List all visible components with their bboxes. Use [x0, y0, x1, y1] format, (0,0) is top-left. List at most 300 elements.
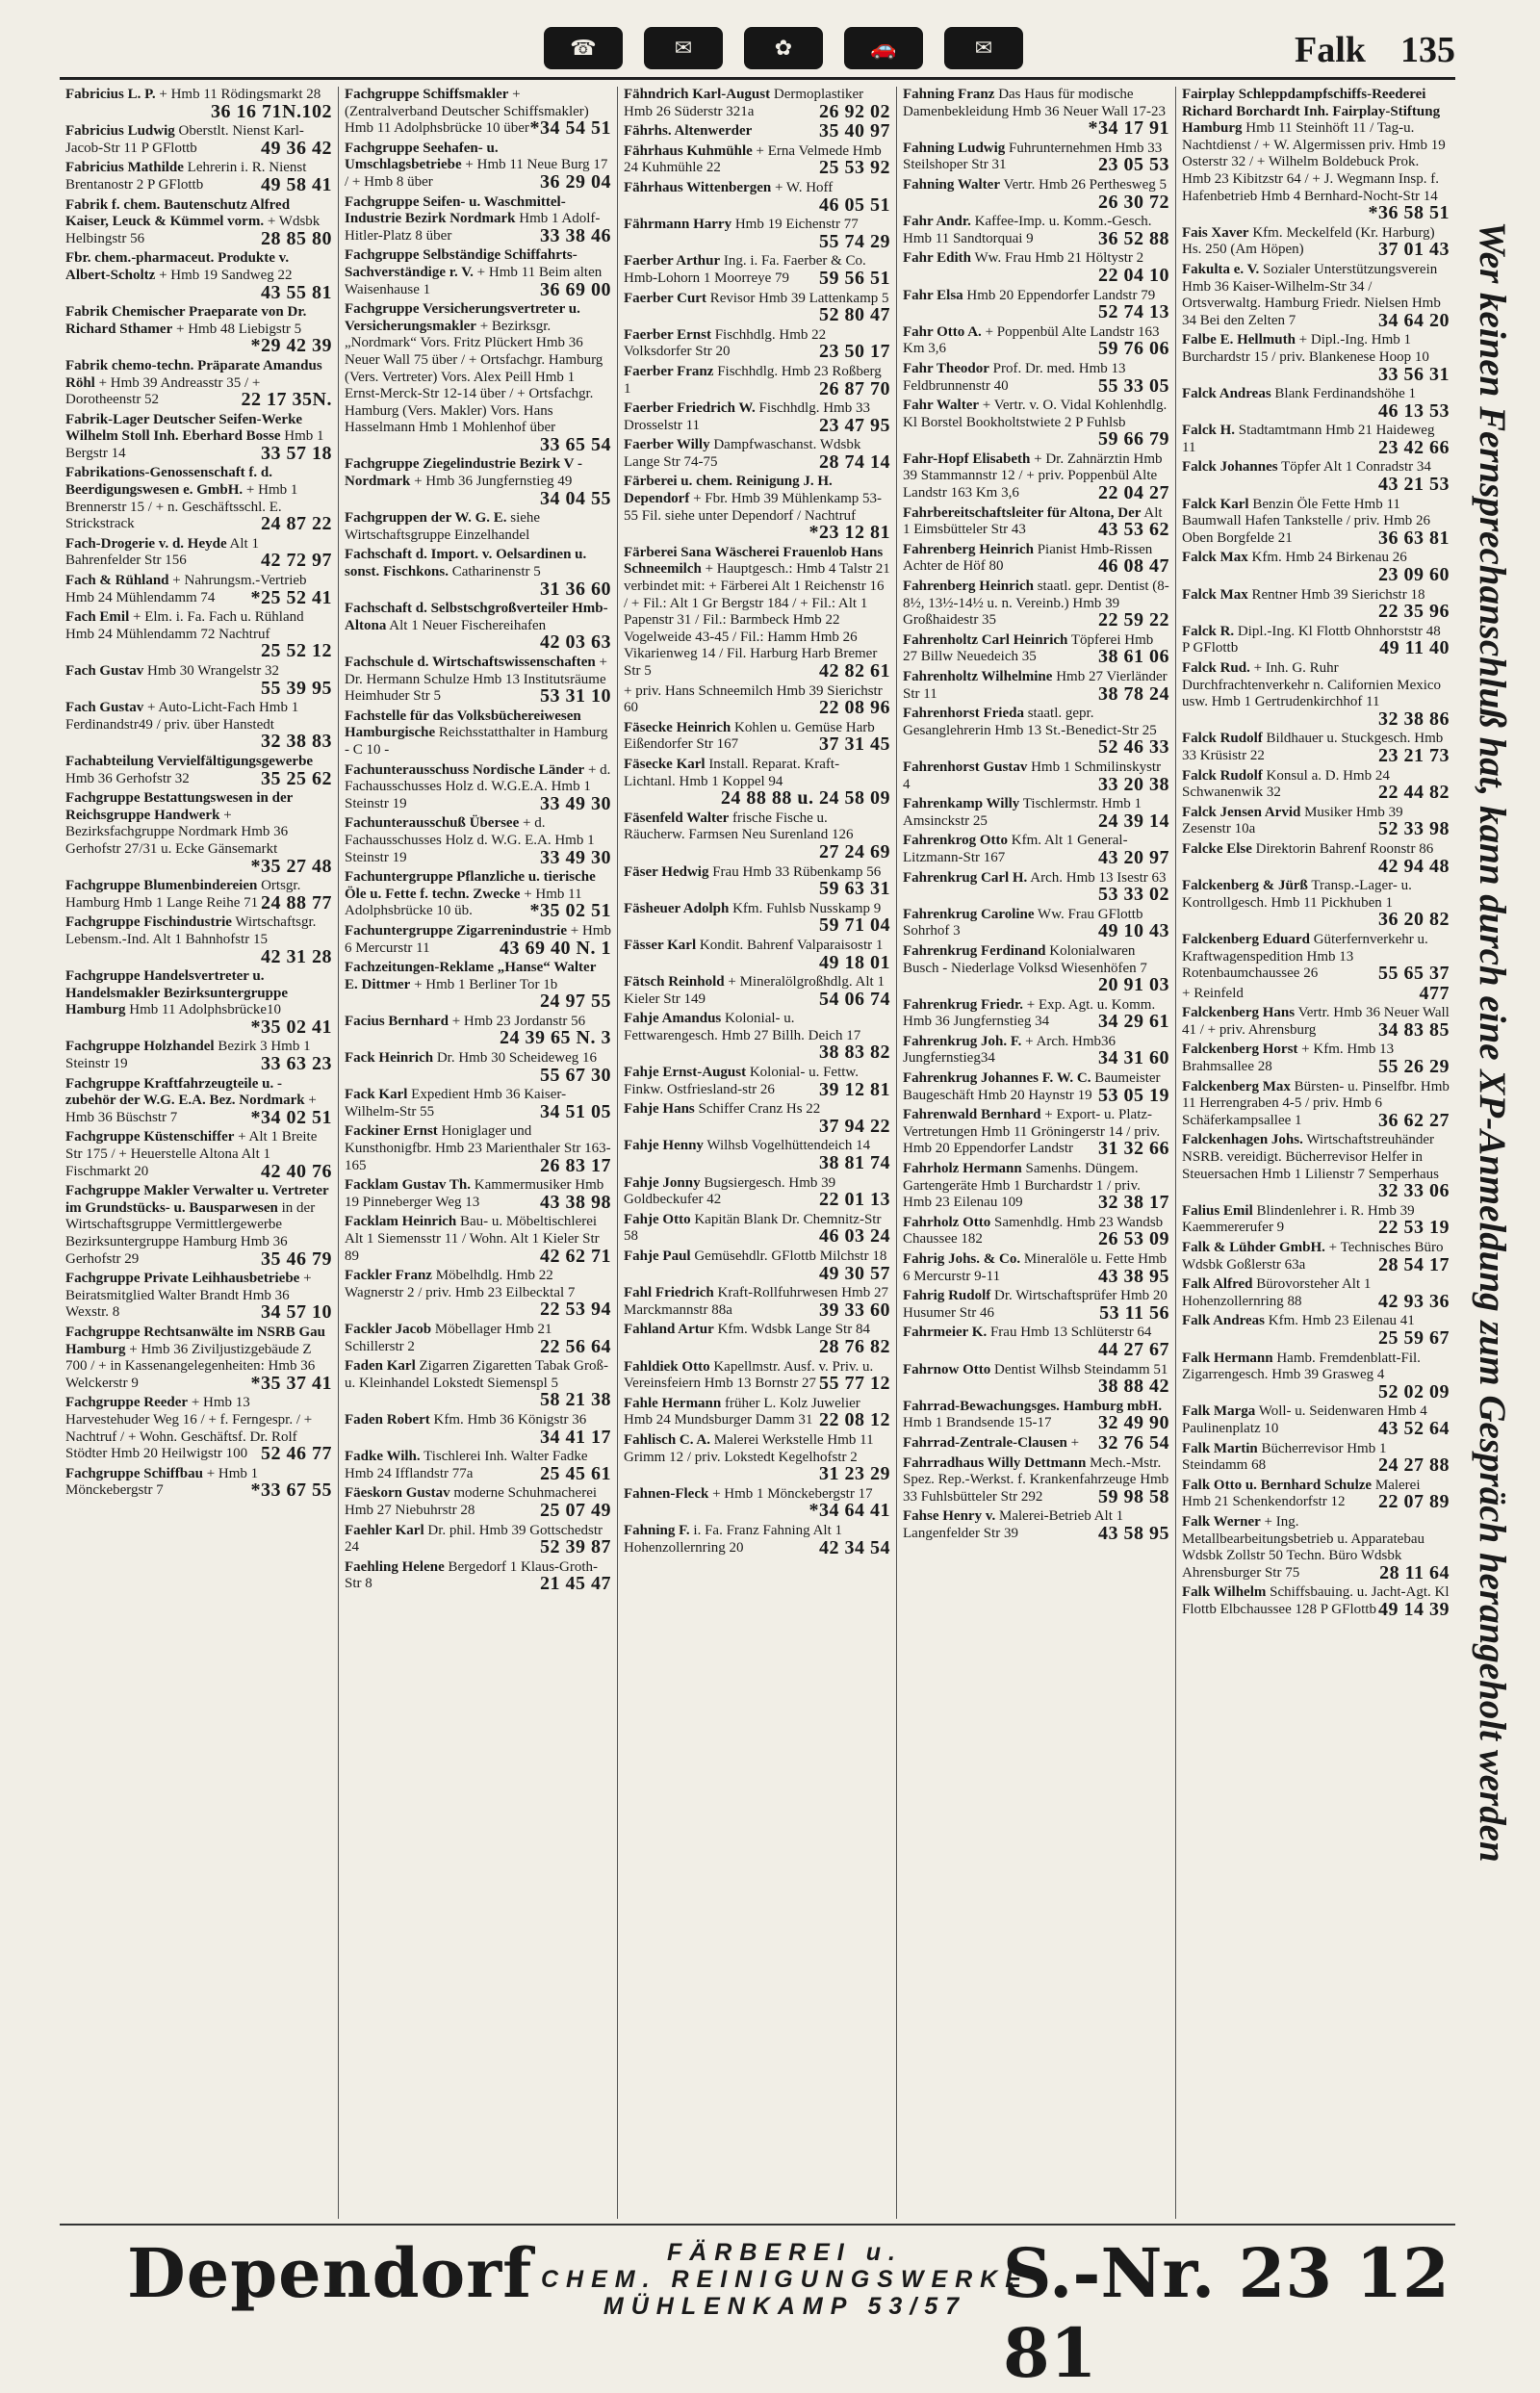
entry-details: Kondit. Bahrenf Valparaisostr 1: [699, 937, 884, 953]
entry-phone-number: 39 33 60: [819, 1299, 890, 1321]
entry-name: Fahning Ludwig: [903, 140, 1006, 156]
entry-phone-number: 26 83 17: [540, 1154, 611, 1176]
directory-entry: [624, 901, 890, 935]
entry-phone-number: 23 09 60: [1378, 564, 1450, 586]
entry-phone-number: 53 05 19: [1098, 1084, 1169, 1106]
entry-name: Fahr Otto A.: [903, 323, 982, 340]
directory-entry: [65, 754, 332, 787]
entry-phone-number: 34 57 10: [261, 1301, 332, 1324]
entry-details: + Hmb 11 Adolphsbrücke 10 üb.: [345, 886, 582, 919]
directory-entry: [65, 304, 332, 355]
entry-name: Fachschaft d. Selbstschgroßverteiler Hmb-Altona: [345, 601, 608, 633]
entry-details: Wilhsb Vogelhüttendeich 14: [706, 1138, 871, 1154]
entry-name: Fachgruppe Fischindustrie: [65, 914, 232, 931]
entry-name: Fabrik Chemischer Praeparate von Dr. Richard Sthamer: [65, 304, 307, 337]
entry-phone-number: 52 02 09: [1378, 1380, 1450, 1402]
entry-name: Falck Andreas: [1182, 386, 1271, 402]
ad-line-3: MÜHLENKAMP 53/57: [603, 2293, 967, 2320]
entry-phone-number: 42 62 71: [540, 1245, 611, 1267]
entry-phone-number: 31 23 29: [819, 1463, 890, 1485]
directory-entry: [624, 1248, 890, 1282]
entry-name: Fahldiek Otto: [624, 1358, 710, 1375]
entry-phone-number: 42 94 48: [1378, 855, 1450, 877]
entry-details: Rentner Hmb 39 Sierichstr 18: [1251, 586, 1425, 603]
entry-phone-number: 53 31 10: [540, 685, 611, 708]
entry-phone-number: 42 34 54: [819, 1536, 890, 1558]
entry-name: Fahrenkrug Johannes F. W. C.: [903, 1070, 1091, 1087]
entry-details: Kolonial- u. Fettwarengesch. Hmb 27 Billh. Deich 17: [624, 1011, 861, 1043]
entry-phone-number: 52 39 87: [540, 1536, 611, 1558]
entry-details: Bürsten- u. Pinselfbr. Hmb 11 Herrengraben 4-5 / priv. Hmb 6 Schäferkampsallee 1: [1182, 1078, 1450, 1128]
entry-phone-number: 37 94 22: [819, 1115, 890, 1137]
directory-entry: [345, 1412, 611, 1446]
entry-name: Fahje Hans: [624, 1101, 695, 1118]
directory-entry: [903, 907, 1169, 940]
entry-details: Kohlen u. Gemüse Harb Eißendorfer Str 167: [624, 719, 875, 753]
entry-phone-number: 39 12 81: [819, 1078, 890, 1100]
entry-name: Fahrenkrug Ferdinand: [903, 942, 1046, 959]
entry-name: Fahning Walter: [903, 176, 1000, 193]
entry-phone-number: *35 37 41: [250, 1372, 332, 1394]
entry-details: Kfm. Wdsbk Lange Str 84: [717, 1322, 870, 1338]
entry-phone-number: 38 61 06: [1098, 646, 1169, 668]
directory-entry: [903, 505, 1169, 539]
entry-details: i. Fa. Franz Fahning Alt 1 Hohenzollernring 20: [624, 1522, 842, 1556]
directory-entry: [1182, 1132, 1450, 1202]
entry-details: Blank Ferdinandshöhe 1: [1274, 386, 1417, 402]
entry-phone-number: 22 53 94: [540, 1299, 611, 1321]
directory-entry: [65, 1039, 332, 1075]
directory-entry: [903, 632, 1169, 666]
ad-line-2: CHEM. REINIGUNGSWERKE: [541, 2266, 1029, 2293]
entry-details: Ortsgr. Hamburg Hmb 1 Lange Reihe 71: [65, 878, 301, 911]
directory-entry: [65, 790, 332, 875]
directory-columns: [60, 87, 1455, 2219]
entry-details: + Technisches Büro Wdsbk Goßlerstr 63a: [1182, 1240, 1444, 1273]
entry-name: Färberei u. chem. Reinigung J. H. Dependorf: [624, 474, 833, 507]
directory-entry: [903, 1215, 1169, 1248]
directory-entry: [624, 1065, 890, 1098]
entry-name: Fabricius L. P.: [65, 87, 156, 102]
entry-phone-number: 22 17 35N.: [241, 389, 332, 411]
entry-name: Falk Andreas: [1182, 1313, 1265, 1329]
entry-details: Prof. Dr. med. Hmb 13 Feldbrunnenstr 40: [903, 360, 1126, 394]
directory-entry: [903, 141, 1169, 174]
directory-entry: [65, 250, 332, 301]
entry-name: Fach Gustav: [65, 663, 144, 679]
entry-details: + Hmb 23 Jordanstr 56: [451, 1013, 586, 1029]
entry-phone-number: 52 46 77: [261, 1443, 332, 1465]
entry-phone-number: 24 88 88 u. 24 58 09: [720, 787, 890, 810]
entry-phone-number: 37 01 43: [1378, 239, 1450, 261]
entry-details: früher L. Kolz Juwelier Hmb 24 Mundsburger Damm 31: [624, 1395, 860, 1428]
entry-details: Bildhauer u. Stuckgesch. Hmb 33 Krüsistr 22: [1182, 731, 1444, 763]
entry-details: frische Fische u. Räucherw. Farmsen Neu Surenland 126: [624, 810, 854, 843]
entry-name: Färberei Sana Wäscherei Frauenlob Hans Schneemilch: [624, 544, 884, 578]
directory-entry: [624, 400, 890, 434]
entry-details: Woll- u. Seidenwaren Hmb 4 Paulinenplatz 10: [1182, 1403, 1427, 1436]
directory-entry: [903, 1070, 1169, 1104]
entry-phone-number: 25 07 49: [540, 1499, 611, 1521]
entry-details: Malerei-Betrieb Alt 1 Langenfelder Str 39: [903, 1508, 1124, 1541]
entry-phone-number: 59 76 06: [1098, 338, 1169, 360]
directory-entry: [1182, 731, 1450, 764]
entry-name: Fachgruppe Seehafen- u. Umschlagsbetriebe: [345, 140, 499, 173]
entry-phone-number: 35 46 79: [261, 1248, 332, 1270]
entry-phone-number: 22 53 19: [1378, 1217, 1450, 1239]
entry-details: Revisor Hmb 39 Lattenkamp 5: [709, 290, 889, 306]
emblem-icon: ✿: [744, 27, 823, 69]
entry-details: + Ing. Metallbearbeitungsbetrieb u. Apparatebau Wdsbk Zollstr 50 Techn. Büro Wdsbk Ahrensburger Str 75: [1182, 1513, 1424, 1581]
directory-entry: [345, 301, 611, 453]
entry-details: Sozialer Unterstützungsverein Hmb 36 Kaiser-Wilhelm-Str 34 / Ortsverwaltg. Hamburg Friedr. Nielsen Hmb 34 Bei den Zelten 7: [1182, 261, 1441, 328]
entry-details: Hmb 20 Eppendorfer Landstr 79: [966, 287, 1156, 303]
entry-phone-number: 55 65 37: [1378, 963, 1450, 985]
entry-phone-number: 36 69 00: [540, 278, 611, 300]
entry-phone-number: 42 93 36: [1378, 1290, 1450, 1312]
entry-phone-number: 49 14 39: [1378, 1598, 1450, 1620]
entry-phone-number: 22 08 96: [819, 697, 890, 719]
entry-phone-number: 27 24 69: [819, 840, 890, 862]
directory-entry: [1182, 1005, 1450, 1039]
entry-details: Kaffee-Imp. u. Komm.-Gesch. Hmb 11 Sandtorquai 9: [903, 214, 1152, 246]
directory-entry: [1182, 878, 1450, 929]
entry-details: + Export- u. Platz-Vertretungen Hmb 11 Gröningerstr 14 / priv. Hmb 20 Eppendorfer Landstr: [903, 1107, 1161, 1157]
entry-phone-number: *35 02 51: [529, 900, 611, 922]
entry-details: + Hmb 36 Ziviljustizgebäude Z 700 / + in Kassenangelegenheiten: Hmb 36 Welckerstr 9: [65, 1341, 316, 1391]
entry-name: Fachzeitungen-Reklame „Hanse“ Walter E. Dittmer: [345, 960, 597, 992]
entry-details: Malerei Werkstelle Hmb 11 Grimm 12 / priv. Lokstedt Kegelhofstr 2: [624, 1431, 874, 1465]
entry-phone-number: 26 30 72: [1098, 191, 1169, 213]
entry-details: Arch. Hmb 13 Isestr 63: [1030, 869, 1167, 886]
entry-details: + Hmb 13 Harvestehuder Weg 16 / + f. Ferngespr. / + Nachtruf / + Wohn. Geschäftsf. Dr. Rolf Stödter Hmb 20 Heilwigstr 100: [65, 1395, 313, 1462]
entry-details: + Hmb 11 Rödingsmarkt 28: [159, 87, 321, 102]
directory-entry: [624, 253, 890, 287]
entry-details: Fuhrunternehmen Hmb 33 Steilshoper Str 31: [903, 140, 1163, 173]
entry-details: + priv. Hans Schneemilch Hmb 39 Sierichstr 60: [624, 682, 883, 716]
entry-name: Fachgruppe Kraftfahrzeugteile u. -zubehör der W.G. E.A. Bez. Nordmark: [65, 1075, 305, 1109]
entry-name: Fahrrad-Bewachungsges. Hamburg mbH.: [903, 1398, 1163, 1414]
entry-details: Alt 1 Bahrenfelder Str 156: [65, 535, 259, 569]
entry-name: Facius Bernhard: [345, 1013, 449, 1029]
directory-entry: [624, 864, 890, 898]
entry-phone-number: 20 91 03: [1098, 974, 1169, 996]
entry-name: Falck H.: [1182, 423, 1235, 439]
entry-phone-number: 31 32 66: [1098, 1138, 1169, 1160]
directory-entry: [65, 1129, 332, 1180]
directory-entry: [624, 1138, 890, 1174]
directory-entry: [1182, 1403, 1450, 1437]
entry-phone-number: 59 71 04: [819, 914, 890, 937]
directory-entry: [1182, 459, 1450, 496]
ad-logo: Dependorf: [127, 2233, 533, 2313]
directory-entry: [903, 288, 1169, 322]
directory-entry: [345, 1523, 611, 1557]
entry-details: Dermoplastiker Hmb 26 Süderstr 321a: [624, 87, 864, 119]
entry-details: + Inh. G. Ruhr Durchfrachtenverkehr n. Californien Mexico usw. Hmb 1 Gertrudenkirchhof 11: [1182, 660, 1442, 710]
directory-entry: [1182, 1351, 1450, 1402]
directory-entry: [65, 465, 332, 535]
entry-name: Falbe E. Hellmuth: [1182, 332, 1296, 348]
entry-phone-number: *25 52 41: [250, 586, 332, 608]
entry-details: Kfm. Hmb 23 Eilenau 41: [1268, 1313, 1415, 1329]
directory-entry: [345, 141, 611, 192]
entry-details: Honiglager und Kunsthonigfbr. Hmb 23 Marienthaler Str 163-165: [345, 1123, 611, 1173]
directory-entry: [65, 573, 332, 606]
directory-entry: [903, 398, 1169, 449]
directory-entry: [345, 1485, 611, 1519]
entry-details: Hmb 30 Wrangelstr 32: [147, 663, 280, 679]
directory-entry: [903, 669, 1169, 703]
entry-details: Wirtschaftsgr. Lebensm.-Ind. Alt 1 Bahnhofstr 15: [65, 914, 317, 947]
column-1: [60, 87, 339, 2219]
entry-name: Fachunterausschuß Übersee: [345, 815, 520, 832]
entry-phone-number: 26 53 09: [1098, 1228, 1169, 1250]
entry-name: Faerber Arthur: [624, 253, 721, 270]
entry-details: Kfm. Hmb 24 Birkenau 26: [1251, 550, 1407, 566]
directory-entry: [624, 757, 890, 808]
directory-entry: [345, 87, 611, 138]
entry-details: Expedient Hmb 36 Kaiser-Wilhelm-Str 55: [345, 1087, 567, 1119]
entry-name: Falck R.: [1182, 623, 1235, 639]
entry-name: Falck Rudolf: [1182, 767, 1263, 784]
directory-entry: [1182, 1584, 1450, 1618]
entry-name: Falck Max: [1182, 550, 1248, 566]
directory-entry: [1182, 624, 1450, 657]
entry-name: Fahrenwald Bernhard: [903, 1107, 1041, 1123]
entry-phone-number: *23 12 81: [808, 522, 890, 544]
entry-details: Hmb 11 Steinhöft 11 / Tag-u. Nachtdienst / + W. Algermissen priv. Hmb 19 Osterstr 32 / + Wilhelm Boldebuck Prok. Hmb 23 Kibitzstr 64 / + J. Wegmann Insp. f. Hafenbetrieb Hmb 4 Bernhard-Nocht-Str 14: [1182, 120, 1446, 204]
entry-phone-number: 24 97 55: [540, 991, 611, 1013]
entry-name: Fachunterausschuss Nordische Länder: [345, 761, 585, 778]
entry-name: Fässer Karl: [624, 937, 697, 953]
directory-entry: [345, 456, 611, 507]
entry-phone-number: 49 11 40: [1379, 637, 1450, 659]
entry-details: Dampfwaschanst. Wdsbk Lange Str 74-75: [624, 437, 861, 470]
entry-name: Falckenberg & Jürß: [1182, 878, 1308, 894]
entry-phone-number: 32 76 54: [1098, 1431, 1169, 1454]
entry-name: Fahle Hermann: [624, 1395, 722, 1411]
entry-details: Alt 1 Neuer Fischereihafen: [389, 617, 547, 633]
directory-entry: [345, 960, 611, 1011]
entry-phone-number: 33 20 38: [1098, 773, 1169, 795]
directory-entry: [65, 878, 332, 912]
entry-phone-number: 59 98 58: [1098, 1485, 1169, 1507]
entry-details: + Bezirksgr. „Nordmark“ Vors. Fritz Plückert Hmb 36 Neuer Wall 75 über / + Ortsfachgr. Hamburg (Vers. Vertreter) Vors. Alex Peill Hmb 1 Ernst-Merck-Str 12-14 über / + Ortsfachgr. Hamburg (Vers. Makler) Vors. Hans Hasselmann Hmb 1 Mohlenhof über: [345, 318, 603, 436]
entry-name: Fackler Franz: [345, 1268, 432, 1284]
entry-details: Kolonialwaren Busch - Niederlage Volksd Wiesenhöfen 7: [903, 942, 1147, 976]
entry-phone-number: 33 49 30: [540, 792, 611, 814]
entry-details: Lehrerin i. R. Nienst Brentanostr 2 P GFlottb: [65, 160, 307, 193]
entry-details: Fischhdlg. Hmb 33 Drosselstr 11: [624, 400, 870, 433]
entry-phone-number: 36 52 88: [1098, 227, 1169, 249]
entry-name: Falckenberg Max: [1182, 1078, 1291, 1094]
directory-entry: [345, 601, 611, 652]
directory-entry: [624, 1011, 890, 1062]
entry-details: Install. Reparat. Kraft- Lichtanl. Hmb 1 Koppel 94: [624, 756, 840, 789]
directory-entry: [903, 1251, 1169, 1285]
entry-name: Fachgruppen der W. G. E.: [345, 510, 507, 527]
entry-phone-number: 55 67 30: [540, 1064, 611, 1086]
entry-name: Fahnen-Fleck: [624, 1485, 709, 1502]
entry-details: Töpfer Alt 1 Conradstr 34: [1281, 459, 1431, 476]
entry-phone-number: 477: [1419, 982, 1450, 1004]
column-2: [339, 87, 618, 2219]
entry-name: Fach & Rühland: [65, 573, 169, 589]
entry-phone-number: 36 29 04: [540, 170, 611, 193]
entry-name: Fahrenkrug Joh. F.: [903, 1033, 1022, 1049]
entry-phone-number: 59 56 51: [819, 267, 890, 289]
entry-phone-number: 35 25 62: [261, 767, 332, 789]
entry-details: Hmb 1 Adolf-Hitler-Platz 8 über: [345, 211, 601, 244]
entry-details: + Kfm. Hmb 13 Brahmsallee 28: [1182, 1042, 1395, 1075]
entry-name: Fachgruppe Schiffsmakler: [345, 87, 509, 102]
entry-name: Fahr Edith: [903, 250, 971, 267]
directory-entry: [65, 358, 332, 409]
entry-name: Fachgruppe Handelsvertreter u. Handelsmakler Bezirksuntergruppe Hamburg: [65, 968, 288, 1018]
entry-details: Tischlerei Inh. Walter Fadke Hmb 24 Ifflandstr 77a: [345, 1449, 588, 1481]
entry-phone-number: 52 46 33: [1098, 736, 1169, 759]
entry-name: Fährmann Harry: [624, 217, 732, 233]
side-notice: [1463, 221, 1521, 2050]
entry-details: + Nahrungsm.-Vertrieb Hmb 24 Mühlendamm 74: [65, 573, 307, 605]
entry-name: Fahl Friedrich: [624, 1285, 714, 1301]
entry-name: Fahrenkrug Caroline: [903, 906, 1035, 922]
entry-name: Faden Karl: [345, 1358, 416, 1375]
entry-name: Facklam Gustav Th.: [345, 1177, 471, 1194]
entry-phone-number: 25 45 61: [540, 1462, 611, 1484]
entry-phone-number: 24 88 77: [261, 891, 332, 913]
column-3: [618, 87, 897, 2219]
entry-name: Fahrnow Otto: [903, 1361, 991, 1377]
ad-text: [541, 2239, 1029, 2320]
entry-details: Kapellmstr. Ausf. v. Priv. u. Vereinsfeiern Hmb 13 Bornstr 27: [624, 1358, 874, 1392]
entry-name: Fachstelle für das Volksbüchereiwesen Hamburgische: [345, 708, 581, 741]
entry-phone-number: 23 21 73: [1378, 744, 1450, 766]
directory-entry: [624, 143, 890, 177]
directory-entry: [624, 1101, 890, 1135]
entry-phone-number: 28 85 80: [261, 227, 332, 249]
directory-entry: [624, 720, 890, 754]
entry-phone-number: 26 87 70: [819, 377, 890, 399]
header-rule: [60, 77, 1455, 80]
entry-phone-number: 23 05 53: [1098, 154, 1169, 176]
entry-details: + Fbr. Hmb 39 Mühlenkamp 53-55 Fil. siehe unter Dependorf / Nachtruf: [624, 491, 883, 524]
entry-name: Fahje Ernst-August: [624, 1065, 747, 1081]
entry-details: Ww. Frau Hmb 21 Höltystr 2: [974, 250, 1144, 267]
entry-phone-number: 38 81 74: [819, 1152, 890, 1174]
entry-name: Fachgruppe Makler Verwalter u. Vertreter im Grundstücks- u. Bausparwesen: [65, 1183, 329, 1216]
entry-phone-number: 33 63 23: [261, 1053, 332, 1075]
entry-phone-number: *34 02 51: [250, 1106, 332, 1128]
entry-name: Fahrmeier K.: [903, 1325, 988, 1341]
directory-entry: [345, 1123, 611, 1174]
entry-phone-number: 34 41 17: [540, 1426, 611, 1448]
entry-name: Fäsenfeld Walter: [624, 810, 730, 826]
entry-name: Fach-Drogerie v. d. Heyde: [65, 535, 227, 552]
entry-name: Fahrradhaus Willy Dettmann: [903, 1454, 1087, 1471]
directory-entry: [1182, 262, 1450, 329]
entry-phone-number: 33 56 31: [1378, 363, 1450, 385]
entry-name: Fahrbereitschaftsleiter für Altona, Der: [903, 504, 1142, 521]
mail-icon: ✉: [944, 27, 1023, 69]
entry-name: Fachschaft d. Import. v. Oelsardinen u. sonst. Fischkons.: [345, 547, 587, 580]
entry-name: Faehling Helene: [345, 1558, 445, 1575]
entry-phone-number: 23 42 66: [1378, 436, 1450, 458]
entry-name: Fabricius Mathilde: [65, 160, 184, 176]
entry-name: Fabrikations-Genossenschaft f. d. Beerdigungswesen e. GmbH.: [65, 465, 273, 499]
directory-entry: [624, 180, 890, 214]
car-icon: 🚗: [844, 27, 923, 69]
entry-name: Fahrig Rudolf: [903, 1288, 991, 1304]
directory-entry: [624, 938, 890, 971]
directory-entry: [903, 1034, 1169, 1068]
entry-name: Fahje Jonny: [624, 1174, 701, 1191]
directory-entry: [1182, 932, 1450, 983]
entry-phone-number: *34 17 91: [1088, 117, 1169, 140]
entry-phone-number: 25 59 67: [1378, 1326, 1450, 1349]
entry-details: Blindenlehrer i. R. Hmb 39 Kaemmererufer 9: [1182, 1202, 1415, 1236]
directory-entry: [65, 412, 332, 463]
entry-phone-number: 42 03 63: [540, 631, 611, 654]
entry-details: Mineralöle u. Fette Hmb 6 Mercurstr 9-11: [903, 1251, 1168, 1284]
directory-entry: [1182, 1079, 1450, 1130]
entry-details: Ww. Frau GFlottb Sohrhof 3: [903, 906, 1143, 939]
directory-entry: [345, 762, 611, 813]
entry-details: + Hmb 6 Mercurstr 11: [345, 922, 611, 956]
directory-entry: [903, 324, 1169, 358]
entry-name: Fäsheuer Adolph: [624, 900, 730, 916]
entry-details: + Hmb 1 Mönckebergstr 7: [65, 1465, 259, 1499]
entry-name: Fahrrad-Zentrale-Clausen: [903, 1434, 1067, 1451]
entry-name: Fahje Otto: [624, 1211, 691, 1227]
entry-details: in der Wirtschaftsgruppe Vermittlergewerbe Bezirksuntergruppe Hamburg Hmb 36 Gerhofstr 29: [65, 1199, 316, 1267]
entry-phone-number: *29 42 39: [250, 335, 332, 357]
entry-name: Fachgruppe Versicherungsvertreter u. Versicherungsmakler: [345, 301, 580, 334]
entry-name: Fachgruppe Ziegelindustrie Bezirk V - Nordmark: [345, 456, 582, 490]
directory-entry: [345, 1177, 611, 1211]
directory-entry: [1182, 768, 1450, 802]
entry-name: Falk Martin: [1182, 1440, 1258, 1456]
entry-phone-number: 55 33 05: [1098, 374, 1169, 397]
directory-entry: [345, 1050, 611, 1084]
directory-entry: [1182, 587, 1450, 621]
entry-details: + d. Fachausschusses Holz d. W.G. E.A. Hmb 1 Steinstr 19: [345, 815, 595, 865]
entry-details: Bezirk 3 Hmb 1 Steinstr 19: [65, 1039, 311, 1072]
directory-entry: [903, 177, 1169, 211]
entry-name: Fähndrich Karl-August: [624, 87, 771, 102]
entry-details: Vertr. Hmb 36 Neuer Wall 41 / + priv. Ahrensburg: [1182, 1005, 1450, 1038]
entry-details: Frau Hmb 33 Rübenkamp 56: [712, 863, 882, 880]
directory-entry: [345, 547, 611, 598]
entry-phone-number: 28 76 82: [819, 1335, 890, 1357]
directory-entry: [624, 291, 890, 324]
entry-phone-number: 42 82 61: [819, 660, 890, 682]
entry-name: Fachschule d. Wirtschaftswissenschaften: [345, 655, 596, 670]
entry-details: Bücherrevisor Hmb 1 Steindamm 68: [1182, 1440, 1387, 1474]
directory-entry: [903, 833, 1169, 866]
directory-entry: [624, 1359, 890, 1393]
entry-name: Fahrenkrug Friedr.: [903, 996, 1024, 1013]
entry-phone-number: 59 66 79: [1098, 428, 1169, 450]
directory-entry: [345, 1449, 611, 1482]
directory-entry: [345, 1322, 611, 1355]
directory-entry: [345, 1559, 611, 1593]
entry-name: Fachgruppe Bestattungswesen in der Reichsgruppe Handwerk: [65, 790, 293, 823]
directory-entry: [624, 437, 890, 471]
entry-name: Falck Jensen Arvid: [1182, 804, 1301, 820]
entry-name: Fahrenkamp Willy: [903, 796, 1020, 812]
